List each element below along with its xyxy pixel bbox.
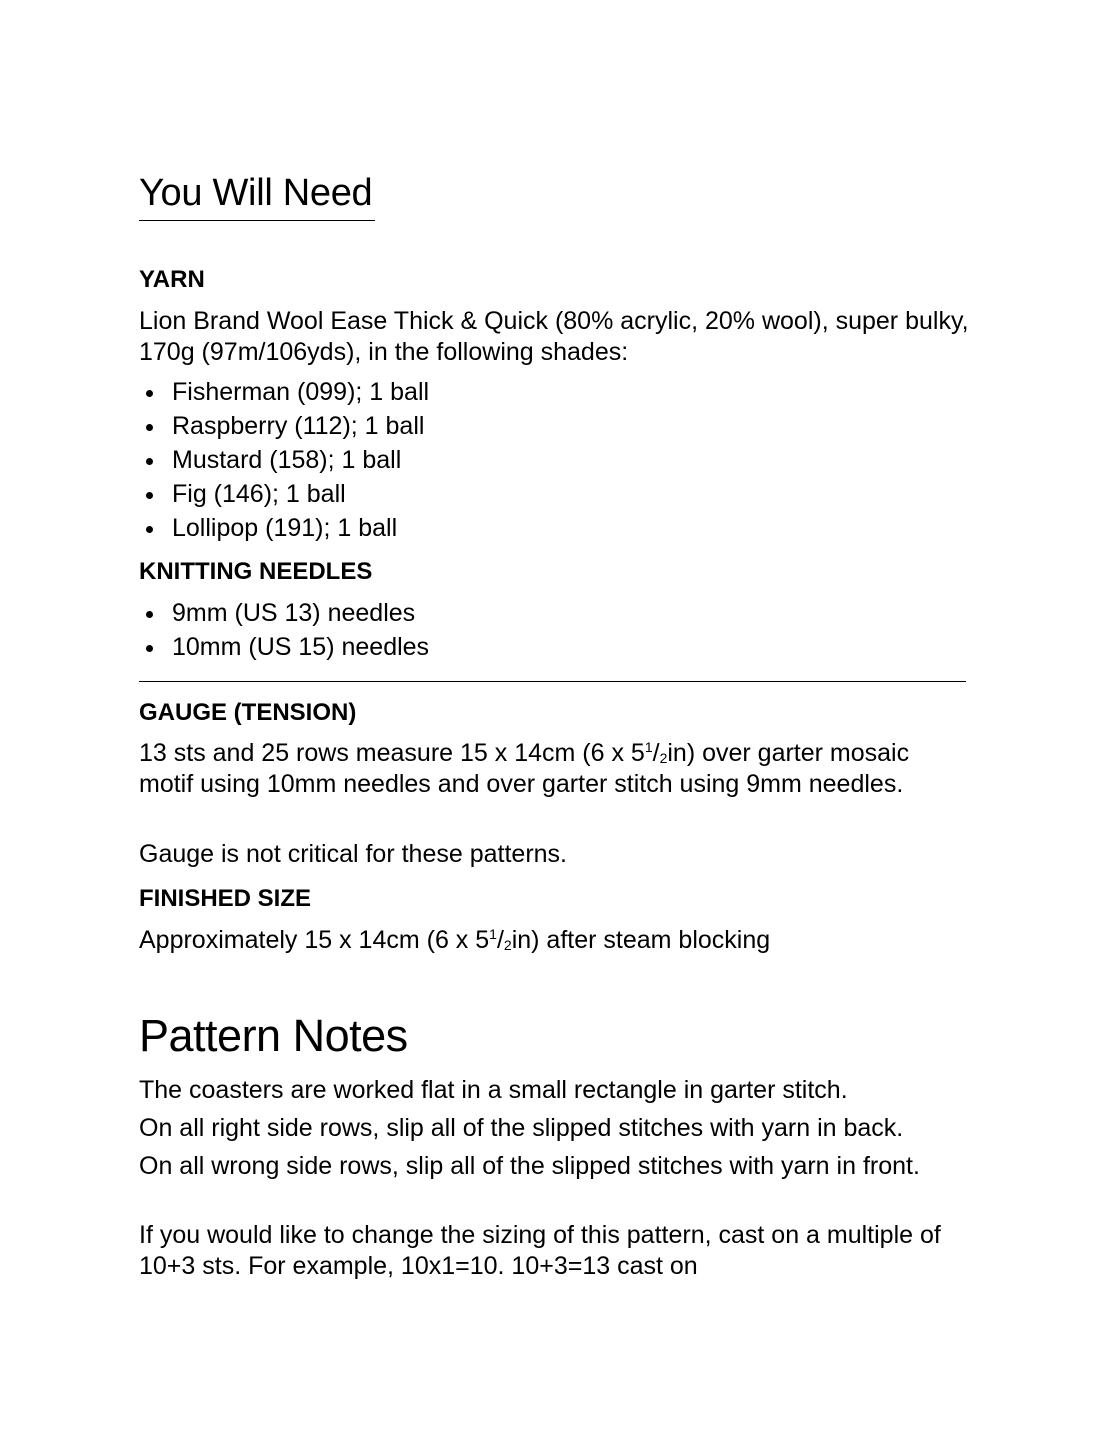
- fraction-separator: /: [496, 926, 504, 954]
- gauge-description: [139, 738, 969, 800]
- fraction-numerator: 1: [644, 739, 653, 755]
- list-item: 10mm (US 15) needles: [139, 630, 429, 664]
- fraction-numerator: 1: [489, 926, 497, 942]
- fraction-denominator: 2: [503, 937, 512, 953]
- finished-size-heading: FINISHED SIZE: [139, 885, 312, 912]
- list-item: Mustard (158); 1 ball: [139, 443, 429, 477]
- finished-size-text-start: Approximately 15 x 14cm (6 x 5: [139, 926, 490, 954]
- pattern-notes-heading: Pattern Notes: [139, 1010, 408, 1061]
- section-divider: [139, 681, 966, 682]
- gauge-text-end: in) over garter mosaic motif using 10mm needles and over garter stitch using 9mm needles.: [139, 739, 910, 798]
- you-will-need-heading: You Will Need: [139, 172, 373, 214]
- heading-underline: [139, 220, 375, 221]
- pattern-note-paragraph: On all right side rows, slip all of the slipped stitches with yarn in back.: [139, 1114, 904, 1142]
- gauge-text-start: 13 sts and 25 rows measure 15 x 14cm (6 x 5: [139, 739, 645, 767]
- pattern-note-paragraph: On all wrong side rows, slip all of the slipped stitches with yarn in front.: [139, 1152, 920, 1180]
- finished-size-description: [139, 925, 969, 956]
- needles-list: [139, 596, 429, 664]
- list-item: Lollipop (191); 1 ball: [139, 511, 429, 545]
- list-item: Raspberry (112); 1 ball: [139, 409, 429, 443]
- yarn-heading: YARN: [139, 266, 205, 293]
- fraction-denominator: 2: [659, 750, 668, 766]
- list-item: Fisherman (099); 1 ball: [139, 375, 429, 409]
- pattern-note-paragraph: The coasters are worked flat in a small rectangle in garter stitch.: [139, 1076, 848, 1104]
- knitting-needles-heading: KNITTING NEEDLES: [139, 558, 373, 585]
- list-item: Fig (146); 1 ball: [139, 477, 429, 511]
- gauge-note: Gauge is not critical for these patterns.: [139, 840, 567, 868]
- list-item: 9mm (US 13) needles: [139, 596, 429, 630]
- fraction-separator: /: [652, 739, 660, 767]
- yarn-shade-list: [139, 375, 429, 545]
- gauge-heading: GAUGE (TENSION): [139, 699, 357, 726]
- finished-size-text-end: in) after steam blocking: [511, 926, 771, 954]
- yarn-description: Lion Brand Wool Ease Thick & Quick (80% acrylic, 20% wool), super bulky, 170g (97m/106yds), in the following shades:: [139, 307, 969, 366]
- pattern-note-paragraph: If you would like to change the sizing of this pattern, cast on a multiple of 10+3 sts. For example, 10x1=10. 10+3=13 cast on: [139, 1221, 941, 1280]
